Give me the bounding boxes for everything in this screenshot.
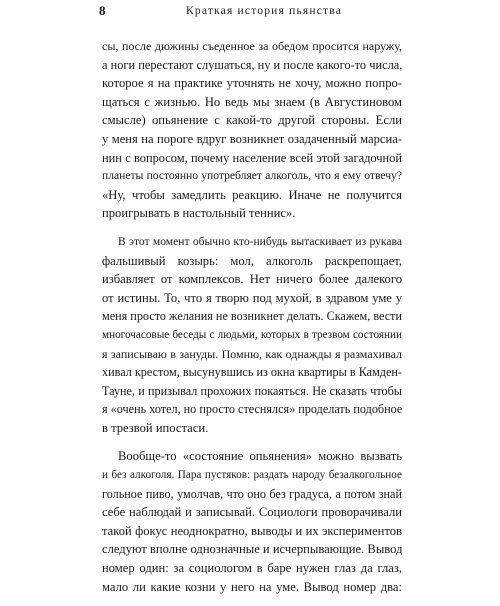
text-line: которое я на практике уточнять не хочу, можно попро-	[102, 76, 402, 91]
text-line: нин с вопросом, почему население всей этой загадочной	[102, 150, 402, 165]
text-line: сы, после дюжины съеденное за обедом просится наружу,	[102, 39, 402, 53]
text-line: такой фокус неоднократно, выводы и их экспериментов	[102, 523, 402, 538]
paragraph	[102, 37, 402, 223]
text-line: В этот момент обычно кто-нибудь вытаскивает из рукава	[118, 234, 402, 248]
text-line: следуют вполне однозначные и исчерпывающие. Вывод	[102, 542, 402, 557]
text-line: многочасовые беседы с людьми, которых в трезвом состоянии	[102, 328, 402, 341]
text-line: Тауне, и призывал прохожих покаяться. Не сказать чтобы	[102, 383, 402, 398]
text-line: избавляет от комплексов. Нет ничего более далекого	[102, 272, 402, 287]
page-header	[0, 3, 500, 19]
text-line: фальшивый козырь: мол, алкоголь раскрепощает,	[102, 253, 402, 268]
text-line: меня просто желания не возникнет делать. Скажем, вести	[102, 309, 402, 324]
text-line: планеты постоянно употребляет алкоголь, что я ему отвечу?	[102, 169, 402, 183]
paragraph	[102, 233, 402, 438]
text-line: номер один: за социологом в баре нужен глаз да глаз,	[102, 561, 402, 576]
text-line: Вообще-то «состояние опьянения» можно вызвать	[118, 449, 402, 464]
text-line: хивал крестом, высунувшись из окна квартиры в Камден-	[102, 365, 402, 380]
text-line: смысле) опьянение с какой-то другой стороны. Если	[102, 113, 402, 128]
page-number: 8	[99, 3, 106, 18]
text-line: от истины. То, что я творю под мухой, в здравом уме у	[102, 290, 402, 305]
text-line: у меня на пороге вдруг возникнет озадаченный марсиа-	[102, 131, 402, 146]
text-line: я «очень хотел, но просто стеснялся» проделать подобное	[102, 402, 402, 417]
body-text	[102, 37, 402, 606]
text-line: проигрывать в настольный теннис».	[102, 206, 296, 221]
text-line: а ноги перестают слушаться, ну и после какого-то числа,	[102, 57, 402, 72]
text-line: себе наблюдай и записывай. Социологи проворачивали	[102, 505, 402, 520]
text-line: гольное пиво, умолчав, что оно без градуса, а потом знай	[102, 486, 402, 501]
paragraph	[102, 447, 402, 596]
text-line: в трезвой ипостаси.	[102, 420, 209, 435]
running-head: Краткая история пьянства	[186, 5, 343, 17]
text-line: щаться с жизнью. Но ведь мы знаем (в Августиновом	[102, 94, 402, 109]
text-line: «Ну, чтобы замедлить реакцию. Иначе не получится	[102, 187, 402, 202]
text-line: я записываю в зануды. Помню, как однажды я размахивал	[102, 346, 402, 361]
text-line: и без алкоголя. Пара пустяков: раздать народу безалкогольное	[102, 469, 402, 482]
text-line: мало ли какие козни у него на уме. Вывод номер два:	[102, 579, 402, 594]
